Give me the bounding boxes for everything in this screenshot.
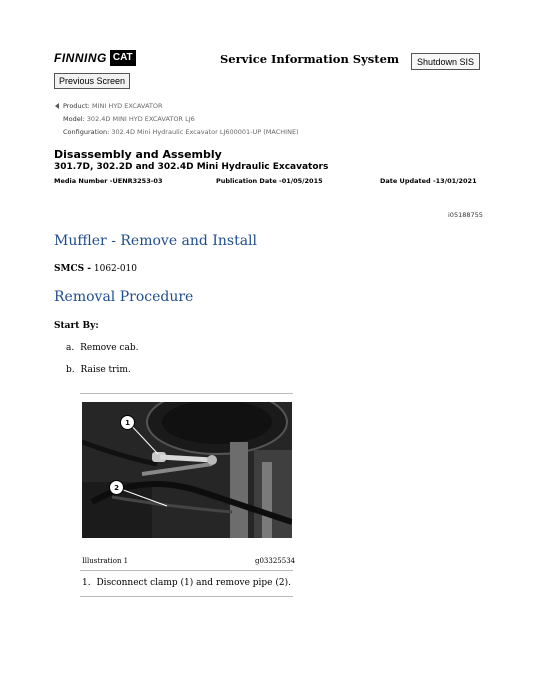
shutdown-sis-button[interactable]: Shutdown SIS <box>411 53 480 70</box>
logo-word: FINNING <box>54 51 107 65</box>
configuration-value: 302.4D Mini Hydraulic Excavator LJ600001-UP (MACHINE) <box>111 128 299 136</box>
list-marker: 1. <box>82 578 91 588</box>
configuration-label: Configuration: <box>63 128 110 136</box>
callout-2: 2 <box>109 480 124 495</box>
model-value: 302.4D MINI HYD EXCAVATOR LJ6 <box>86 115 195 123</box>
smcs-code <box>54 264 137 274</box>
model-label: Model: <box>63 115 85 123</box>
back-arrow-icon[interactable] <box>55 103 59 109</box>
product-line <box>55 102 163 110</box>
list-item <box>82 578 291 588</box>
logo-badge: CAT <box>110 50 136 66</box>
model-line <box>63 115 195 123</box>
graphic-id: g03325534 <box>255 557 296 565</box>
system-title: Service Information System <box>220 52 400 66</box>
list-item <box>66 343 138 353</box>
smcs-label: SMCS - <box>54 264 91 274</box>
list-text: Remove cab. <box>80 343 139 353</box>
divider <box>80 596 293 597</box>
start-by-label: Start By: <box>54 321 99 331</box>
illustration-caption: Illustration 1 <box>82 557 129 565</box>
smcs-value: 1062-010 <box>93 264 137 274</box>
list-item <box>66 365 131 375</box>
previous-screen-button[interactable]: Previous Screen <box>54 73 130 89</box>
list-text: Raise trim. <box>80 365 131 375</box>
list-text: Disconnect clamp (1) and remove pipe (2). <box>96 578 291 588</box>
callout-1: 1 <box>120 415 135 430</box>
list-marker: b. <box>66 365 75 375</box>
document-heading: Disassembly and Assembly <box>54 148 222 161</box>
product-label: Product: <box>63 102 90 110</box>
list-marker: a. <box>66 343 75 353</box>
document-id: i05188755 <box>448 211 483 219</box>
page-title: Muffler - Remove and Install <box>54 233 257 249</box>
illustration-photo <box>82 402 292 538</box>
section-title: Removal Procedure <box>54 289 194 305</box>
media-number: Media Number -UENR3253-03 <box>54 177 163 185</box>
document-subheading: 301.7D, 302.2D and 302.4D Mini Hydraulic Excavators <box>54 162 329 172</box>
configuration-line <box>63 128 299 136</box>
product-value: MINI HYD EXCAVATOR <box>91 102 163 110</box>
finning-cat-logo <box>54 49 136 67</box>
muffler-photo-graphic <box>82 402 292 538</box>
publication-date: Publication Date -01/05/2015 <box>216 177 323 185</box>
date-updated: Date Updated -13/01/2021 <box>380 177 477 185</box>
